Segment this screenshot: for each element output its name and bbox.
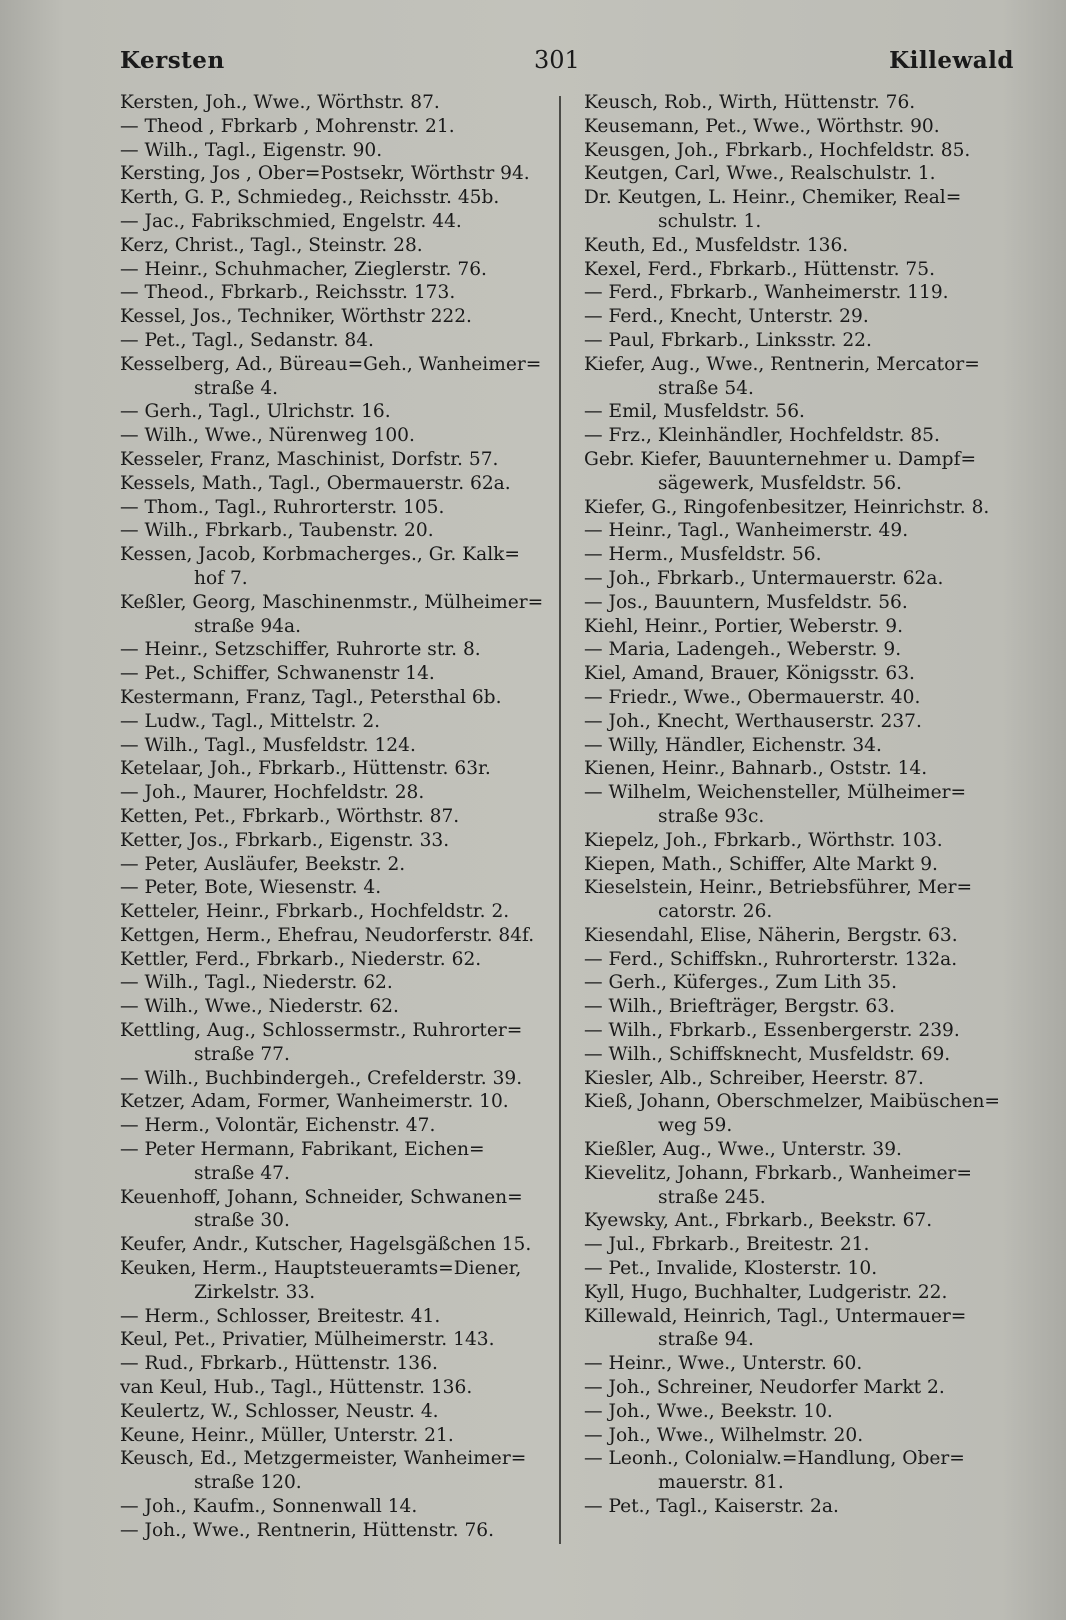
directory-entry-line: Ketten, Pet., Fbrkarb., Wörthstr. 87.: [120, 805, 460, 827]
directory-entry-line: — Herm., Volontär, Eichenstr. 47.: [120, 1115, 436, 1137]
directory-entry-line: — Jac., Fabrikschmied, Engelstr. 44.: [120, 210, 462, 232]
entry-continuation-line: straße 4.: [194, 377, 279, 399]
directory-entry-line: — Joh., Knecht, Werthauserstr. 237.: [584, 710, 922, 732]
column-divider: [559, 96, 561, 1544]
directory-entry-line: — Willy, Händler, Eichenstr. 34.: [584, 734, 882, 756]
directory-entry-line: — Ferd., Fbrkarb., Wanheimerstr. 119.: [584, 282, 949, 304]
directory-entry-line: Keusemann, Pet., Wwe., Wörthstr. 90.: [584, 115, 940, 137]
entry-continuation-line: Zirkelstr. 33.: [194, 1281, 316, 1303]
directory-entry-line: — Rud., Fbrkarb., Hüttenstr. 136.: [120, 1353, 438, 1375]
directory-entry-line: — Joh., Schreiner, Neudorfer Markt 2.: [584, 1377, 945, 1399]
directory-entry-line: Kexel, Ferd., Fbrkarb., Hüttenstr. 75.: [584, 258, 935, 280]
directory-entry-line: — Heinr., Schuhmacher, Zieglerstr. 76.: [120, 258, 487, 280]
directory-entry-line: — Friedr., Wwe., Obermauerstr. 40.: [584, 686, 921, 708]
directory-entry-line: Kienen, Heinr., Bahnarb., Oststr. 14.: [584, 758, 928, 780]
directory-entry-line: Keusch, Rob., Wirth, Hüttenstr. 76.: [584, 92, 916, 113]
entry-continuation-line: straße 77.: [194, 1043, 290, 1065]
directory-entry-line: Keul, Pet., Privatier, Mülheimerstr. 143.: [120, 1329, 495, 1351]
directory-entry-line: — Maria, Ladengeh., Weberstr. 9.: [584, 639, 902, 661]
directory-entry-line: — Ludw., Tagl., Mittelstr. 2.: [120, 710, 381, 732]
entry-continuation-line: straße 30.: [194, 1210, 290, 1232]
page-number: 301: [534, 46, 580, 74]
directory-entry-line: Ketzer, Adam, Former, Wanheimerstr. 10.: [120, 1091, 509, 1113]
directory-entry-line: — Paul, Fbrkarb., Linksstr. 22.: [584, 329, 872, 351]
directory-entry-line: — Heinr., Setzschiffer, Ruhrorte str. 8.: [120, 639, 481, 661]
directory-entry-line: Kettling, Aug., Schlossermstr., Ruhrorter=: [120, 1020, 523, 1042]
directory-entry-line: — Wilh., Buchbindergeh., Crefelderstr. 39.: [120, 1067, 523, 1089]
directory-entry-line: — Ferd., Knecht, Unterstr. 29.: [584, 306, 869, 328]
directory-entry-line: Kersting, Jos , Ober=Postsekr, Wörthstr 94.: [120, 163, 530, 185]
directory-entry-line: Kiefer, G., Ringofenbesitzer, Heinrichstr. 8.: [584, 496, 990, 518]
directory-entry-line: Kieß, Johann, Oberschmelzer, Maibüschen=: [584, 1091, 1001, 1113]
directory-entry-line: — Peter, Bote, Wiesenstr. 4.: [120, 877, 382, 899]
directory-entry-line: — Wilh., Wwe., Nürenweg 100.: [120, 425, 415, 447]
entry-continuation-line: straße 93c.: [658, 805, 765, 827]
directory-entry-line: Kiehl, Heinr., Portier, Weberstr. 9.: [584, 615, 904, 637]
entry-continuation-line: straße 54.: [658, 377, 754, 399]
directory-entry-line: Kyll, Hugo, Buchhalter, Ludgeristr. 22.: [584, 1281, 948, 1303]
directory-entry-line: Kesseler, Franz, Maschinist, Dorfstr. 57.: [120, 448, 499, 470]
entry-continuation-line: straße 94a.: [194, 615, 301, 637]
directory-entry-line: — Wilh., Tagl., Musfeldstr. 124.: [120, 734, 416, 756]
directory-entry-line: — Gerh., Küferges., Zum Lith 35.: [584, 972, 898, 994]
entry-continuation-line: mauerstr. 81.: [658, 1472, 784, 1494]
directory-entry-line: Kessel, Jos., Techniker, Wörthstr 222.: [120, 306, 472, 328]
directory-entry-line: — Joh., Wwe., Wilhelmstr. 20.: [584, 1424, 864, 1446]
directory-entry-line: — Jul., Fbrkarb., Breitestr. 21.: [584, 1234, 870, 1256]
directory-entry-line: — Pet., Invalide, Klosterstr. 10.: [584, 1258, 878, 1280]
directory-entry-line: — Herm., Musfeldstr. 56.: [584, 544, 822, 566]
directory-entry-line: — Jos., Bauuntern, Musfeldstr. 56.: [584, 591, 908, 613]
entry-continuation-line: hof 7.: [194, 567, 248, 589]
directory-entry-line: — Thom., Tagl., Ruhrorterstr. 105.: [120, 496, 445, 518]
directory-entry-line: Kerz, Christ., Tagl., Steinstr. 28.: [120, 234, 423, 256]
right-column: [584, 91, 1014, 1519]
directory-entry-line: Keufer, Andr., Kutscher, Hagelsgäßchen 15.: [120, 1234, 532, 1256]
directory-entry-line: — Emil, Musfeldstr. 56.: [584, 401, 805, 423]
directory-entry-line: Kievelitz, Johann, Fbrkarb., Wanheimer=: [584, 1162, 972, 1184]
directory-entry-line: Ketteler, Heinr., Fbrkarb., Hochfeldstr. 2.: [120, 901, 510, 923]
directory-entry-line: — Ferd., Schiffskn., Ruhrorterstr. 132a.: [584, 948, 958, 970]
directory-entry-line: — Theod , Fbrkarb , Mohrenstr. 21.: [120, 115, 455, 137]
header-right-catchword: Killewald: [889, 46, 1014, 74]
directory-entry-line: — Pet., Schiffer, Schwanenstr 14.: [120, 663, 435, 685]
directory-entry-line: — Wilh., Tagl., Niederstr. 62.: [120, 972, 393, 994]
directory-entry-line: Kiepelz, Joh., Fbrkarb., Wörthstr. 103.: [584, 829, 943, 851]
directory-entry-line: Killewald, Heinrich, Tagl., Untermauer=: [584, 1305, 967, 1327]
directory-entry-line: — Herm., Schlosser, Breitestr. 41.: [120, 1305, 441, 1327]
entry-continuation-line: catorstr. 26.: [658, 901, 773, 923]
directory-entry-line: Kiel, Amand, Brauer, Königsstr. 63.: [584, 663, 915, 685]
directory-entry-line: Kettler, Ferd., Fbrkarb., Niederstr. 62.: [120, 948, 482, 970]
directory-entry-line: — Wilh., Schiffsknecht, Musfeldstr. 69.: [584, 1043, 951, 1065]
directory-entry-line: Kerth, G. P., Schmiedeg., Reichsstr. 45b.: [120, 187, 500, 209]
directory-entry-line: — Wilh., Fbrkarb., Essenbergerstr. 239.: [584, 1020, 960, 1042]
directory-entry-line: — Wilh., Briefträger, Bergstr. 63.: [584, 996, 895, 1018]
directory-entry-line: — Joh., Kaufm., Sonnenwall 14.: [120, 1496, 418, 1518]
directory-entry-line: — Wilh., Wwe., Niederstr. 62.: [120, 996, 399, 1018]
directory-entry-line: — Joh., Wwe., Rentnerin, Hüttenstr. 76.: [120, 1519, 495, 1541]
entry-continuation-line: weg 59.: [658, 1115, 733, 1137]
directory-entry-line: Kiesendahl, Elise, Näherin, Bergstr. 63.: [584, 924, 958, 946]
directory-entry-line: Kiesler, Alb., Schreiber, Heerstr. 87.: [584, 1067, 924, 1089]
directory-entry-line: — Leonh., Colonialw.=Handlung, Ober=: [584, 1448, 965, 1470]
directory-entry-line: — Joh., Fbrkarb., Untermauerstr. 62a.: [584, 567, 944, 589]
directory-entry-line: — Peter, Ausläufer, Beekstr. 2.: [120, 853, 406, 875]
directory-entry-line: Kettgen, Herm., Ehefrau, Neudorferstr. 84f.: [120, 924, 535, 946]
directory-entry-line: Kießler, Aug., Wwe., Unterstr. 39.: [584, 1139, 902, 1161]
directory-entry-line: Ketelaar, Joh., Fbrkarb., Hüttenstr. 63r.: [120, 758, 491, 780]
directory-entry-line: — Heinr., Tagl., Wanheimerstr. 49.: [584, 520, 909, 542]
directory-entry-line: Kieselstein, Heinr., Betriebsführer, Mer=: [584, 877, 973, 899]
header-left-catchword: Kersten: [120, 46, 225, 74]
directory-entry-line: — Pet., Tagl., Sedanstr. 84.: [120, 329, 374, 351]
directory-entry-line: Keßler, Georg, Maschinenmstr., Mülheimer=: [120, 591, 544, 613]
directory-entry-line: Gebr. Kiefer, Bauunternehmer u. Dampf=: [584, 448, 977, 470]
directory-entry-line: Kestermann, Franz, Tagl., Petersthal 6b.: [120, 686, 502, 708]
directory-entry-line: — Gerh., Tagl., Ulrichstr. 16.: [120, 401, 391, 423]
directory-entry-line: Keuken, Herm., Hauptsteueramts=Diener,: [120, 1258, 522, 1280]
directory-entry-line: Kessels, Math., Tagl., Obermauerstr. 62a.: [120, 472, 511, 494]
directory-entry-line: — Wilh., Fbrkarb., Taubenstr. 20.: [120, 520, 434, 542]
directory-entry-line: Keusch, Ed., Metzgermeister, Wanheimer=: [120, 1448, 527, 1470]
directory-entry-line: van Keul, Hub., Tagl., Hüttenstr. 136.: [120, 1377, 473, 1399]
directory-entry-line: Kersten, Joh., Wwe., Wörthstr. 87.: [120, 92, 440, 113]
entry-continuation-line: schulstr. 1.: [658, 210, 762, 232]
directory-entry-line: Kessen, Jacob, Korbmacherges., Gr. Kalk=: [120, 544, 520, 566]
directory-entry-line: — Theod., Fbrkarb., Reichsstr. 173.: [120, 282, 456, 304]
entry-continuation-line: straße 245.: [658, 1186, 766, 1208]
directory-entry-line: — Peter Hermann, Fabrikant, Eichen=: [120, 1139, 485, 1161]
left-column: [120, 91, 556, 1543]
directory-entry-line: Keusgen, Joh., Fbrkarb., Hochfeldstr. 85.: [584, 139, 971, 161]
directory-entry-line: Kiepen, Math., Schiffer, Alte Markt 9.: [584, 853, 938, 875]
directory-entry-line: — Wilh., Tagl., Eigenstr. 90.: [120, 139, 383, 161]
entry-continuation-line: straße 47.: [194, 1162, 290, 1184]
directory-entry-line: Keutgen, Carl, Wwe., Realschulstr. 1.: [584, 163, 936, 185]
directory-entry-line: Ketter, Jos., Fbrkarb., Eigenstr. 33.: [120, 829, 450, 851]
directory-entry-line: Kiefer, Aug., Wwe., Rentnerin, Mercator=: [584, 353, 980, 375]
entry-continuation-line: straße 120.: [194, 1472, 302, 1494]
directory-entry-line: — Joh., Wwe., Beekstr. 10.: [584, 1400, 833, 1422]
directory-entry-line: Keulertz, W., Schlosser, Neustr. 4.: [120, 1400, 439, 1422]
directory-entry-line: — Wilhelm, Weichensteller, Mülheimer=: [584, 782, 967, 804]
directory-entry-line: — Frz., Kleinhändler, Hochfeldstr. 85.: [584, 425, 940, 447]
directory-entry-line: Dr. Keutgen, L. Heinr., Chemiker, Real=: [584, 187, 962, 209]
directory-entry-line: — Pet., Tagl., Kaiserstr. 2a.: [584, 1496, 839, 1518]
directory-entry-line: Keuenhoff, Johann, Schneider, Schwanen=: [120, 1186, 523, 1208]
directory-entry-line: Keune, Heinr., Müller, Unterstr. 21.: [120, 1424, 454, 1446]
directory-entry-line: Kesselberg, Ad., Büreau=Geh., Wanheimer=: [120, 353, 542, 375]
directory-entry-line: Keuth, Ed., Musfeldstr. 136.: [584, 234, 849, 256]
directory-entry-line: Kyewsky, Ant., Fbrkarb., Beekstr. 67.: [584, 1210, 933, 1232]
entry-continuation-line: sägewerk, Musfeldstr. 56.: [658, 472, 902, 494]
directory-entry-line: — Heinr., Wwe., Unterstr. 60.: [584, 1353, 863, 1375]
page-header: [120, 40, 1014, 80]
directory-entry-line: — Joh., Maurer, Hochfeldstr. 28.: [120, 782, 425, 804]
entry-continuation-line: straße 94.: [658, 1329, 754, 1351]
